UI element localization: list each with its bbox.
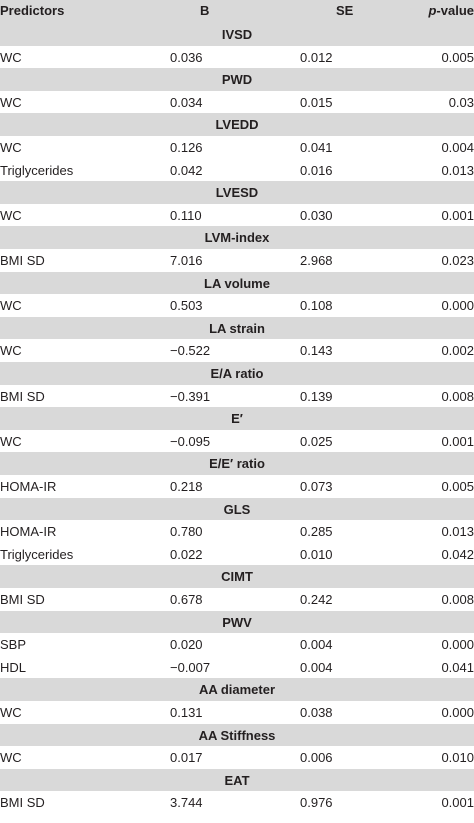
predictor-cell: BMI SD: [0, 795, 45, 811]
se-cell: 2.968: [300, 253, 333, 268]
table-row: [0, 91, 474, 114]
p-value-cell: 0.000: [441, 637, 474, 653]
section-title: PWD: [221, 72, 253, 88]
p-value-cell: 0.002: [441, 343, 474, 359]
b-cell: 0.131: [170, 705, 203, 720]
se-cell: 0.285: [300, 524, 333, 540]
table-row: [0, 204, 474, 227]
table-row: [0, 249, 474, 272]
table-row: [0, 791, 474, 814]
table-row: [0, 543, 474, 566]
section-title: LA volume: [204, 275, 270, 291]
se-cell: 0.012: [300, 49, 333, 65]
b-cell: 3.744: [170, 795, 203, 811]
predictor-cell: Triglycerides: [0, 546, 74, 562]
p-value-cell: 0.013: [441, 524, 474, 540]
se-cell: 0.038: [300, 705, 333, 720]
p-value-cell: 0.023: [441, 253, 474, 268]
se-cell: 0.006: [300, 750, 333, 766]
predictor-cell: WC: [0, 705, 22, 720]
section-title: LVM-index: [204, 230, 270, 246]
se-cell: 0.010: [300, 546, 333, 562]
se-cell: 0.015: [300, 94, 333, 110]
p-value-cell: 0.03: [448, 94, 474, 110]
section-title: E/A ratio: [210, 366, 264, 381]
section-title: PWV: [222, 614, 252, 630]
b-cell: 0.678: [170, 592, 203, 607]
section-header: [0, 362, 474, 385]
section-title: AA Stiffness: [198, 727, 276, 743]
section-title: GLS: [223, 501, 251, 517]
table-row: [0, 701, 474, 724]
section-header: [0, 565, 474, 588]
b-cell: 0.034: [170, 94, 203, 110]
b-cell: −0.391: [170, 388, 211, 404]
predictor-cell: WC: [0, 140, 22, 155]
se-cell: 0.108: [300, 298, 333, 314]
section-header: [0, 226, 474, 249]
section-title: LA strain: [209, 320, 265, 336]
b-cell: 0.020: [170, 637, 203, 653]
table-row: [0, 339, 474, 362]
header-p-value: [428, 3, 474, 18]
section-header: [0, 272, 474, 295]
section-header: [0, 68, 474, 91]
se-cell: 0.004: [300, 659, 333, 675]
b-cell: −0.522: [170, 343, 211, 359]
section-header: [0, 611, 474, 634]
p-value-cell: 0.000: [441, 705, 474, 720]
section-header: [0, 498, 474, 521]
se-cell: 0.041: [300, 140, 333, 155]
p-value-cell: 0.042: [441, 546, 474, 562]
table-row: [0, 430, 474, 453]
section-title: EAT: [224, 772, 250, 788]
predictor-cell: BMI SD: [0, 253, 45, 268]
p-value-cell: 0.000: [441, 298, 474, 314]
se-cell: 0.030: [300, 207, 333, 223]
se-cell: 0.016: [300, 162, 333, 178]
p-value-cell: 0.008: [441, 388, 474, 404]
table-row: [0, 746, 474, 769]
table-row: [0, 475, 474, 498]
predictor-cell: HOMA-IR: [0, 479, 57, 494]
table-row: [0, 656, 474, 679]
b-cell: 0.218: [170, 479, 203, 494]
section-title: LVESD: [215, 185, 259, 201]
section-title: AA diameter: [198, 682, 276, 698]
section-header: [0, 407, 474, 430]
section-header: [0, 724, 474, 747]
predictor-cell: WC: [0, 207, 22, 223]
p-value-cell: 0.010: [441, 750, 474, 766]
table-row: [0, 294, 474, 317]
header-p-italic: p: [428, 3, 437, 18]
b-cell: 0.503: [170, 298, 203, 314]
se-cell: 0.073: [300, 479, 333, 494]
section-title: E′: [231, 411, 243, 427]
p-value-cell: 0.001: [441, 433, 474, 449]
b-cell: 0.036: [170, 49, 203, 65]
predictor-cell: BMI SD: [0, 592, 45, 607]
se-cell: 0.143: [300, 343, 333, 359]
table-row: [0, 588, 474, 611]
b-cell: 7.016: [170, 253, 203, 268]
header-predictors: Predictors: [0, 3, 65, 18]
se-cell: 0.004: [300, 637, 333, 653]
p-value-cell: 0.005: [441, 479, 474, 494]
predictor-cell: WC: [0, 94, 22, 110]
section-header: [0, 181, 474, 204]
p-value-cell: 0.008: [441, 592, 474, 607]
predictor-cell: WC: [0, 298, 22, 314]
section-title: LVEDD: [215, 117, 259, 133]
header-b: B: [200, 3, 210, 18]
section-title: CIMT: [221, 569, 253, 585]
b-cell: 0.780: [170, 524, 203, 540]
p-value-cell: 0.001: [441, 795, 474, 811]
predictor-cell: WC: [0, 433, 22, 449]
section-header: [0, 452, 474, 475]
predictor-cell: Triglycerides: [0, 162, 74, 178]
predictor-cell: HDL: [0, 659, 27, 675]
section-header: [0, 317, 474, 340]
se-cell: 0.976: [300, 795, 333, 811]
b-cell: −0.095: [170, 433, 211, 449]
predictor-cell: BMI SD: [0, 388, 45, 404]
b-cell: 0.022: [170, 546, 203, 562]
predictor-cell: HOMA-IR: [0, 524, 57, 540]
p-value-cell: 0.041: [441, 659, 474, 675]
table-row: [0, 46, 474, 69]
table-row: [0, 159, 474, 182]
header-se: SE: [336, 3, 354, 18]
b-cell: 0.017: [170, 750, 203, 766]
section-header: [0, 678, 474, 701]
b-cell: 0.126: [170, 140, 203, 155]
se-cell: 0.025: [300, 433, 333, 449]
p-value-cell: 0.005: [441, 49, 474, 65]
b-cell: 0.042: [170, 162, 203, 178]
predictor-cell: SBP: [0, 637, 27, 653]
section-header: [0, 23, 474, 46]
se-cell: 0.139: [300, 388, 333, 404]
table-header: [0, 0, 474, 23]
predictor-cell: WC: [0, 49, 22, 65]
table-row: [0, 385, 474, 408]
table-row: [0, 633, 474, 656]
predictor-cell: WC: [0, 343, 22, 359]
p-value-cell: 0.013: [441, 162, 474, 178]
section-header: [0, 769, 474, 792]
se-cell: 0.242: [300, 592, 333, 607]
p-value-cell: 0.004: [441, 140, 474, 155]
header-p-rest: -value: [436, 3, 474, 18]
b-cell: −0.007: [170, 659, 211, 675]
predictor-cell: WC: [0, 750, 22, 766]
section-title: IVSD: [221, 27, 253, 42]
p-value-cell: 0.001: [441, 207, 474, 223]
b-cell: 0.110: [170, 207, 202, 223]
section-title: E/E′ ratio: [209, 456, 265, 472]
section-header: [0, 113, 474, 136]
table-row: [0, 136, 474, 159]
table-row: [0, 520, 474, 543]
